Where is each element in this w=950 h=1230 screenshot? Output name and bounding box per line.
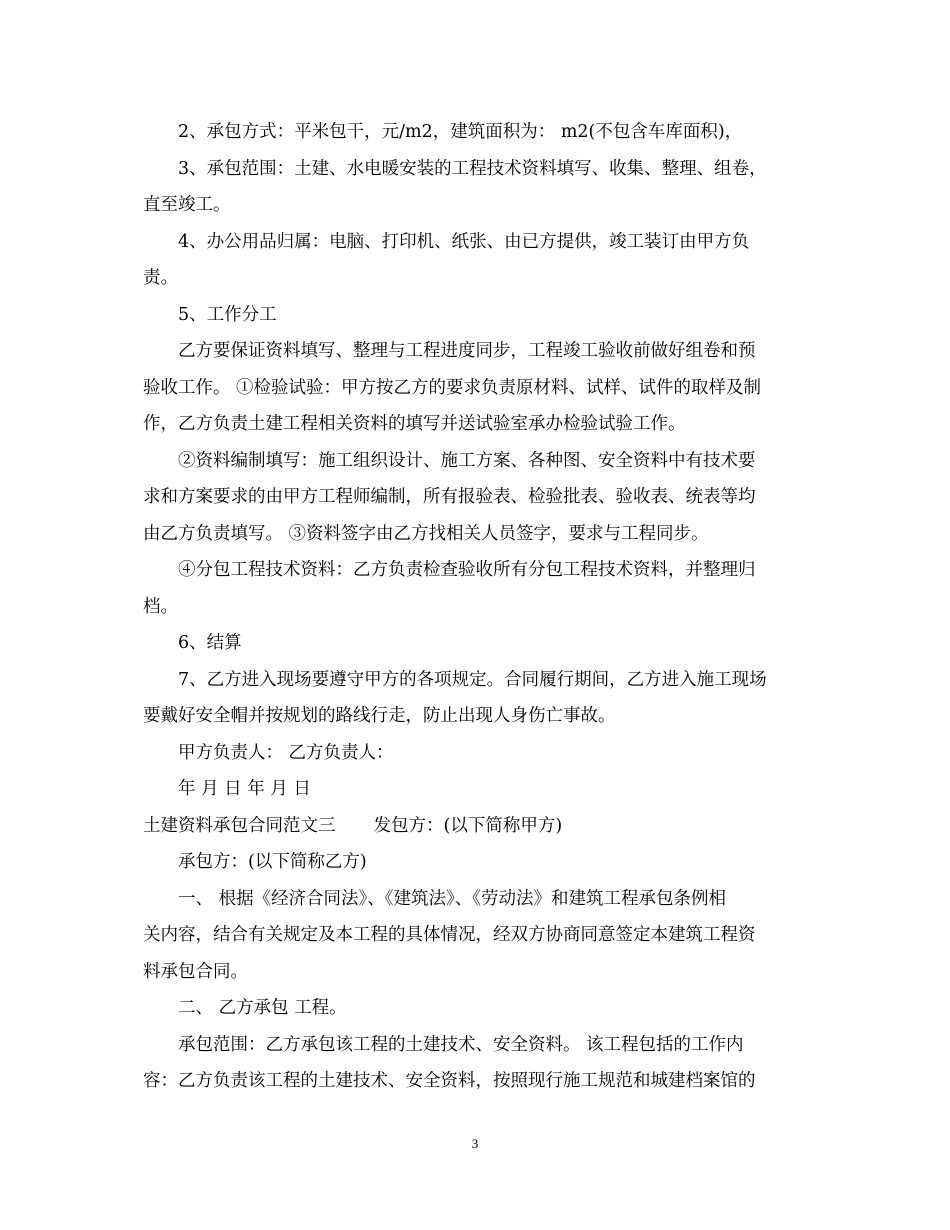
text-line: 承包范围：乙方承包该工程的土建技术、安全资料。 该工程包括的工作内 <box>178 1035 744 1055</box>
text-line: 容：乙方负责该工程的土建技术、安全资料，按照现行施工规范和城建档案馆的 <box>143 1071 756 1091</box>
contract-title: 土建资料承包合同范文三 <box>143 816 336 836</box>
text-line: 直至竣工。 <box>143 195 231 215</box>
text-line: ②资料编制填写：施工组织设计、施工方案、各种图、安全资料中有技术要 <box>178 451 756 471</box>
date-line: 年 月 日 年 月 日 <box>178 779 311 799</box>
text-line: 乙方要保证资料填写、整理与工程进度同步，工程竣工验收前做好组卷和预 <box>178 341 756 361</box>
text-line: 档。 <box>143 597 178 617</box>
text-line: 一、 根据《经济合同法》、《建筑法》、《劳动法》和建筑工程承包条例相 <box>178 889 727 909</box>
section-heading: 6、结算 <box>178 633 242 653</box>
contract-heading <box>143 814 823 838</box>
text-line: 4、办公用品归属：电脑、打印机、纸张、由已方提供，竣工装订由甲方负 <box>178 232 750 252</box>
text-line: 3、承包范围：土建、水电暖安装的工程技术资料填写、收集、整理、组卷， <box>178 159 767 179</box>
text-line: 作，乙方负责土建工程相关资料的填写并送试验室承办检验试验工作。 <box>143 414 686 434</box>
text-line: 料承包合同。 <box>143 962 248 982</box>
text-line: ④分包工程技术资料：乙方负责检查验收所有分包工程技术资料，并整理归 <box>178 560 756 580</box>
section-heading: 5、工作分工 <box>178 305 277 325</box>
signature-line: 甲方负责人： 乙方负责人： <box>178 743 394 763</box>
text-line: 7、乙方进入现场要遵守甲方的各项规定。合同履行期间，乙方进入施工现场 <box>178 670 767 690</box>
text-line: 求和方案要求的由甲方工程师编制，所有报验表、检验批表、验收表、统表等均 <box>143 487 756 507</box>
text-line: 承包方：(以下简称乙方) <box>178 852 367 872</box>
text-line: 2、承包方式：平米包干，元/m2，建筑面积为： m2(不包含车库面积)， <box>178 122 743 142</box>
text-line: 二、 乙方承包 工程。 <box>178 998 347 1018</box>
text-line: 要戴好安全帽并按规划的路线行走，防止出现人身伤亡事故。 <box>143 706 616 726</box>
text-line: 责。 <box>143 268 178 288</box>
contract-party: 发包方：(以下简称甲方) <box>373 816 563 836</box>
page-number: 3 <box>471 1136 479 1151</box>
text-line: 关内容，结合有关规定及本工程的具体情况，经双方协商同意签定本建筑工程资 <box>143 925 756 945</box>
text-line: 由乙方负责填写。 ③资料签字由乙方找相关人员签字，要求与工程同步。 <box>143 524 709 544</box>
text-line: 验收工作。 ①检验试验：甲方按乙方的要求负责原材料、试样、试件的取样及制 <box>143 378 762 398</box>
